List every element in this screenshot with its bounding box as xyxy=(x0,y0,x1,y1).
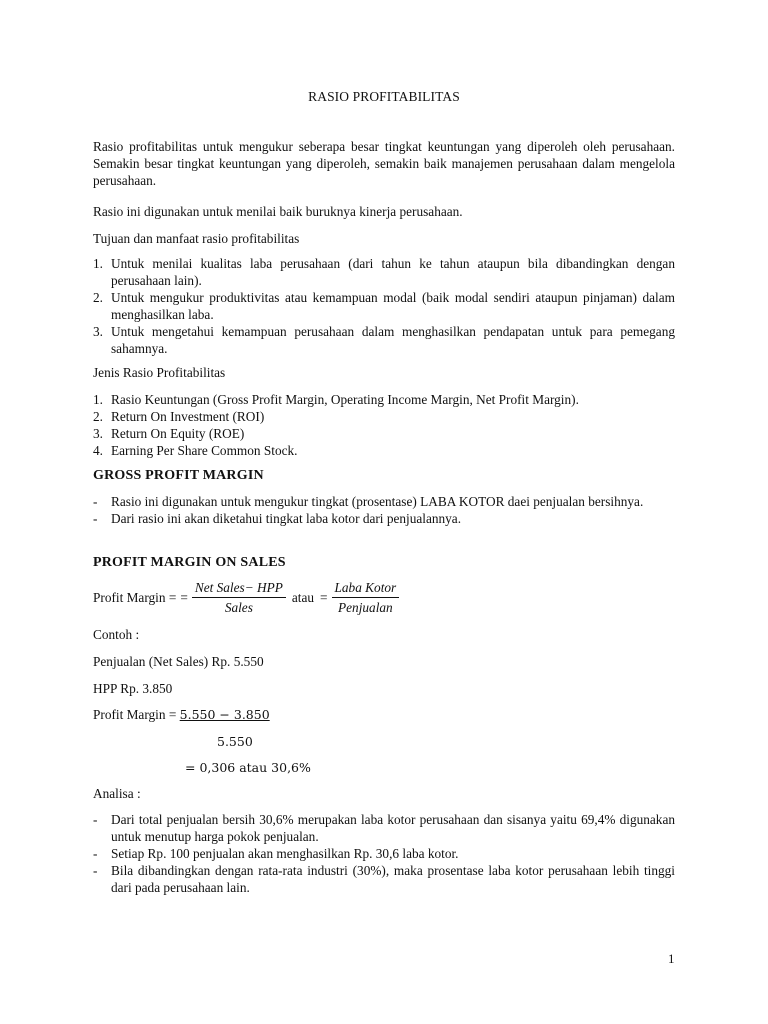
list-item-text: Untuk menilai kualitas laba perusahaan (dari tahun ke tahun ataupun bila dibandingkan dengan perusahaan lain). xyxy=(111,256,675,288)
page-number: 1 xyxy=(668,951,675,966)
fraction-numerator: Laba Kotor xyxy=(332,579,400,598)
list-marker: - xyxy=(93,812,98,827)
calc-numerator: 5.550 − 3.850 xyxy=(179,707,270,722)
penjualan-line: Penjualan (Net Sales) Rp. 5.550 xyxy=(93,654,264,669)
gross-profit-margin-list xyxy=(93,493,675,527)
list-item-text: Rasio ini digunakan untuk mengukur tingkat (prosentase) LABA KOTOR daei penjualan bersihnya. xyxy=(111,494,644,509)
list-marker: 1. xyxy=(93,392,103,407)
list-marker: - xyxy=(93,511,98,526)
analisa-list xyxy=(93,811,675,896)
list-item-text: Untuk mengukur produktivitas atau kemampuan modal (baik modal sendiri ataupun pinjaman) dalam menghasilkan laba. xyxy=(111,290,675,322)
formula-fraction-laba-kotor xyxy=(332,579,400,616)
gross-profit-margin-heading: GROSS PROFIT MARGIN xyxy=(93,468,264,483)
fraction-denominator: Penjualan xyxy=(338,600,393,615)
hpp-line: HPP Rp. 3.850 xyxy=(93,681,173,696)
list-item-text: Earning Per Share Common Stock. xyxy=(111,443,298,458)
analisa-label: Analisa : xyxy=(93,786,141,801)
list-item-text: Return On Investment (ROI) xyxy=(111,409,265,424)
list-item xyxy=(93,493,675,510)
document-title: RASIO PROFITABILITAS xyxy=(308,89,460,104)
formula-equals: = xyxy=(180,590,188,605)
tujuan-heading: Tujuan dan manfaat rasio profitabilitas xyxy=(93,231,300,246)
profit-margin-formula xyxy=(93,579,403,616)
calc-label: Profit Margin = xyxy=(93,707,177,722)
list-item xyxy=(93,811,675,845)
list-marker: 1. xyxy=(93,256,103,271)
calc-denominator: 5.550 xyxy=(217,734,253,749)
contoh-label: Contoh : xyxy=(93,627,140,642)
document-page xyxy=(93,0,675,1024)
list-item-text: Bila dibandingkan dengan rata-rata industri (30%), maka prosentase laba kotor perusahaan lebih tinggi dari pada perusahaan lain. xyxy=(111,863,675,895)
calc-result: = 0,306 atau 30,6% xyxy=(185,760,311,775)
jenis-heading: Jenis Rasio Profitabilitas xyxy=(93,365,226,380)
fraction-numerator: Net Sales− HPP xyxy=(192,579,286,598)
list-item xyxy=(93,323,675,357)
formula-fraction-net-sales xyxy=(192,579,286,616)
formula-label: Profit Margin = xyxy=(93,590,177,605)
fraction-denominator: Sales xyxy=(224,600,253,615)
jenis-list xyxy=(93,391,675,459)
list-item xyxy=(93,255,675,289)
intro-paragraph-2: Rasio ini digunakan untuk menilai baik buruknya kinerja perusahaan. xyxy=(93,204,463,219)
list-item xyxy=(93,391,675,408)
formula-atau: atau xyxy=(291,590,315,605)
list-item-text: Dari rasio ini akan diketahui tingkat laba kotor dari penjualannya. xyxy=(111,511,462,526)
list-marker: - xyxy=(93,863,98,878)
list-item xyxy=(93,408,675,425)
formula-equals: = xyxy=(320,590,328,605)
list-item-text: Return On Equity (ROE) xyxy=(111,426,245,441)
list-marker: 3. xyxy=(93,426,103,441)
list-item xyxy=(93,862,675,896)
list-item xyxy=(93,442,675,459)
list-marker: 2. xyxy=(93,290,103,305)
list-item xyxy=(93,510,675,527)
profit-margin-calculation xyxy=(93,706,270,723)
list-item xyxy=(93,845,675,862)
profit-margin-on-sales-heading: PROFIT MARGIN ON SALES xyxy=(93,555,286,570)
list-marker: - xyxy=(93,846,98,861)
intro-paragraph: Rasio profitabilitas untuk mengukur seberapa besar tingkat keuntungan yang diperoleh oleh perusahaan. Semakin besar tingkat keuntungan yang diperoleh, semakin baik manajemen perusahaan dalam mengelola perusahaan. xyxy=(93,139,675,188)
list-item-text: Dari total penjualan bersih 30,6% merupakan laba kotor perusahaan dan sisanya yaitu 69,4% digunakan untuk menutup harga pokok penjualan. xyxy=(111,812,675,844)
list-marker: - xyxy=(93,494,98,509)
list-item-text: Untuk mengetahui kemampuan perusahaan dalam menghasilkan pendapatan untuk para pemegang sahamnya. xyxy=(111,324,675,356)
list-item xyxy=(93,289,675,323)
list-marker: 2. xyxy=(93,409,103,424)
list-marker: 3. xyxy=(93,324,103,339)
list-marker: 4. xyxy=(93,443,103,458)
list-item xyxy=(93,425,675,442)
list-item-text: Setiap Rp. 100 penjualan akan menghasilkan Rp. 30,6 laba kotor. xyxy=(111,846,459,861)
tujuan-list xyxy=(93,255,675,357)
list-item-text: Rasio Keuntungan (Gross Profit Margin, Operating Income Margin, Net Profit Margin). xyxy=(111,392,579,407)
